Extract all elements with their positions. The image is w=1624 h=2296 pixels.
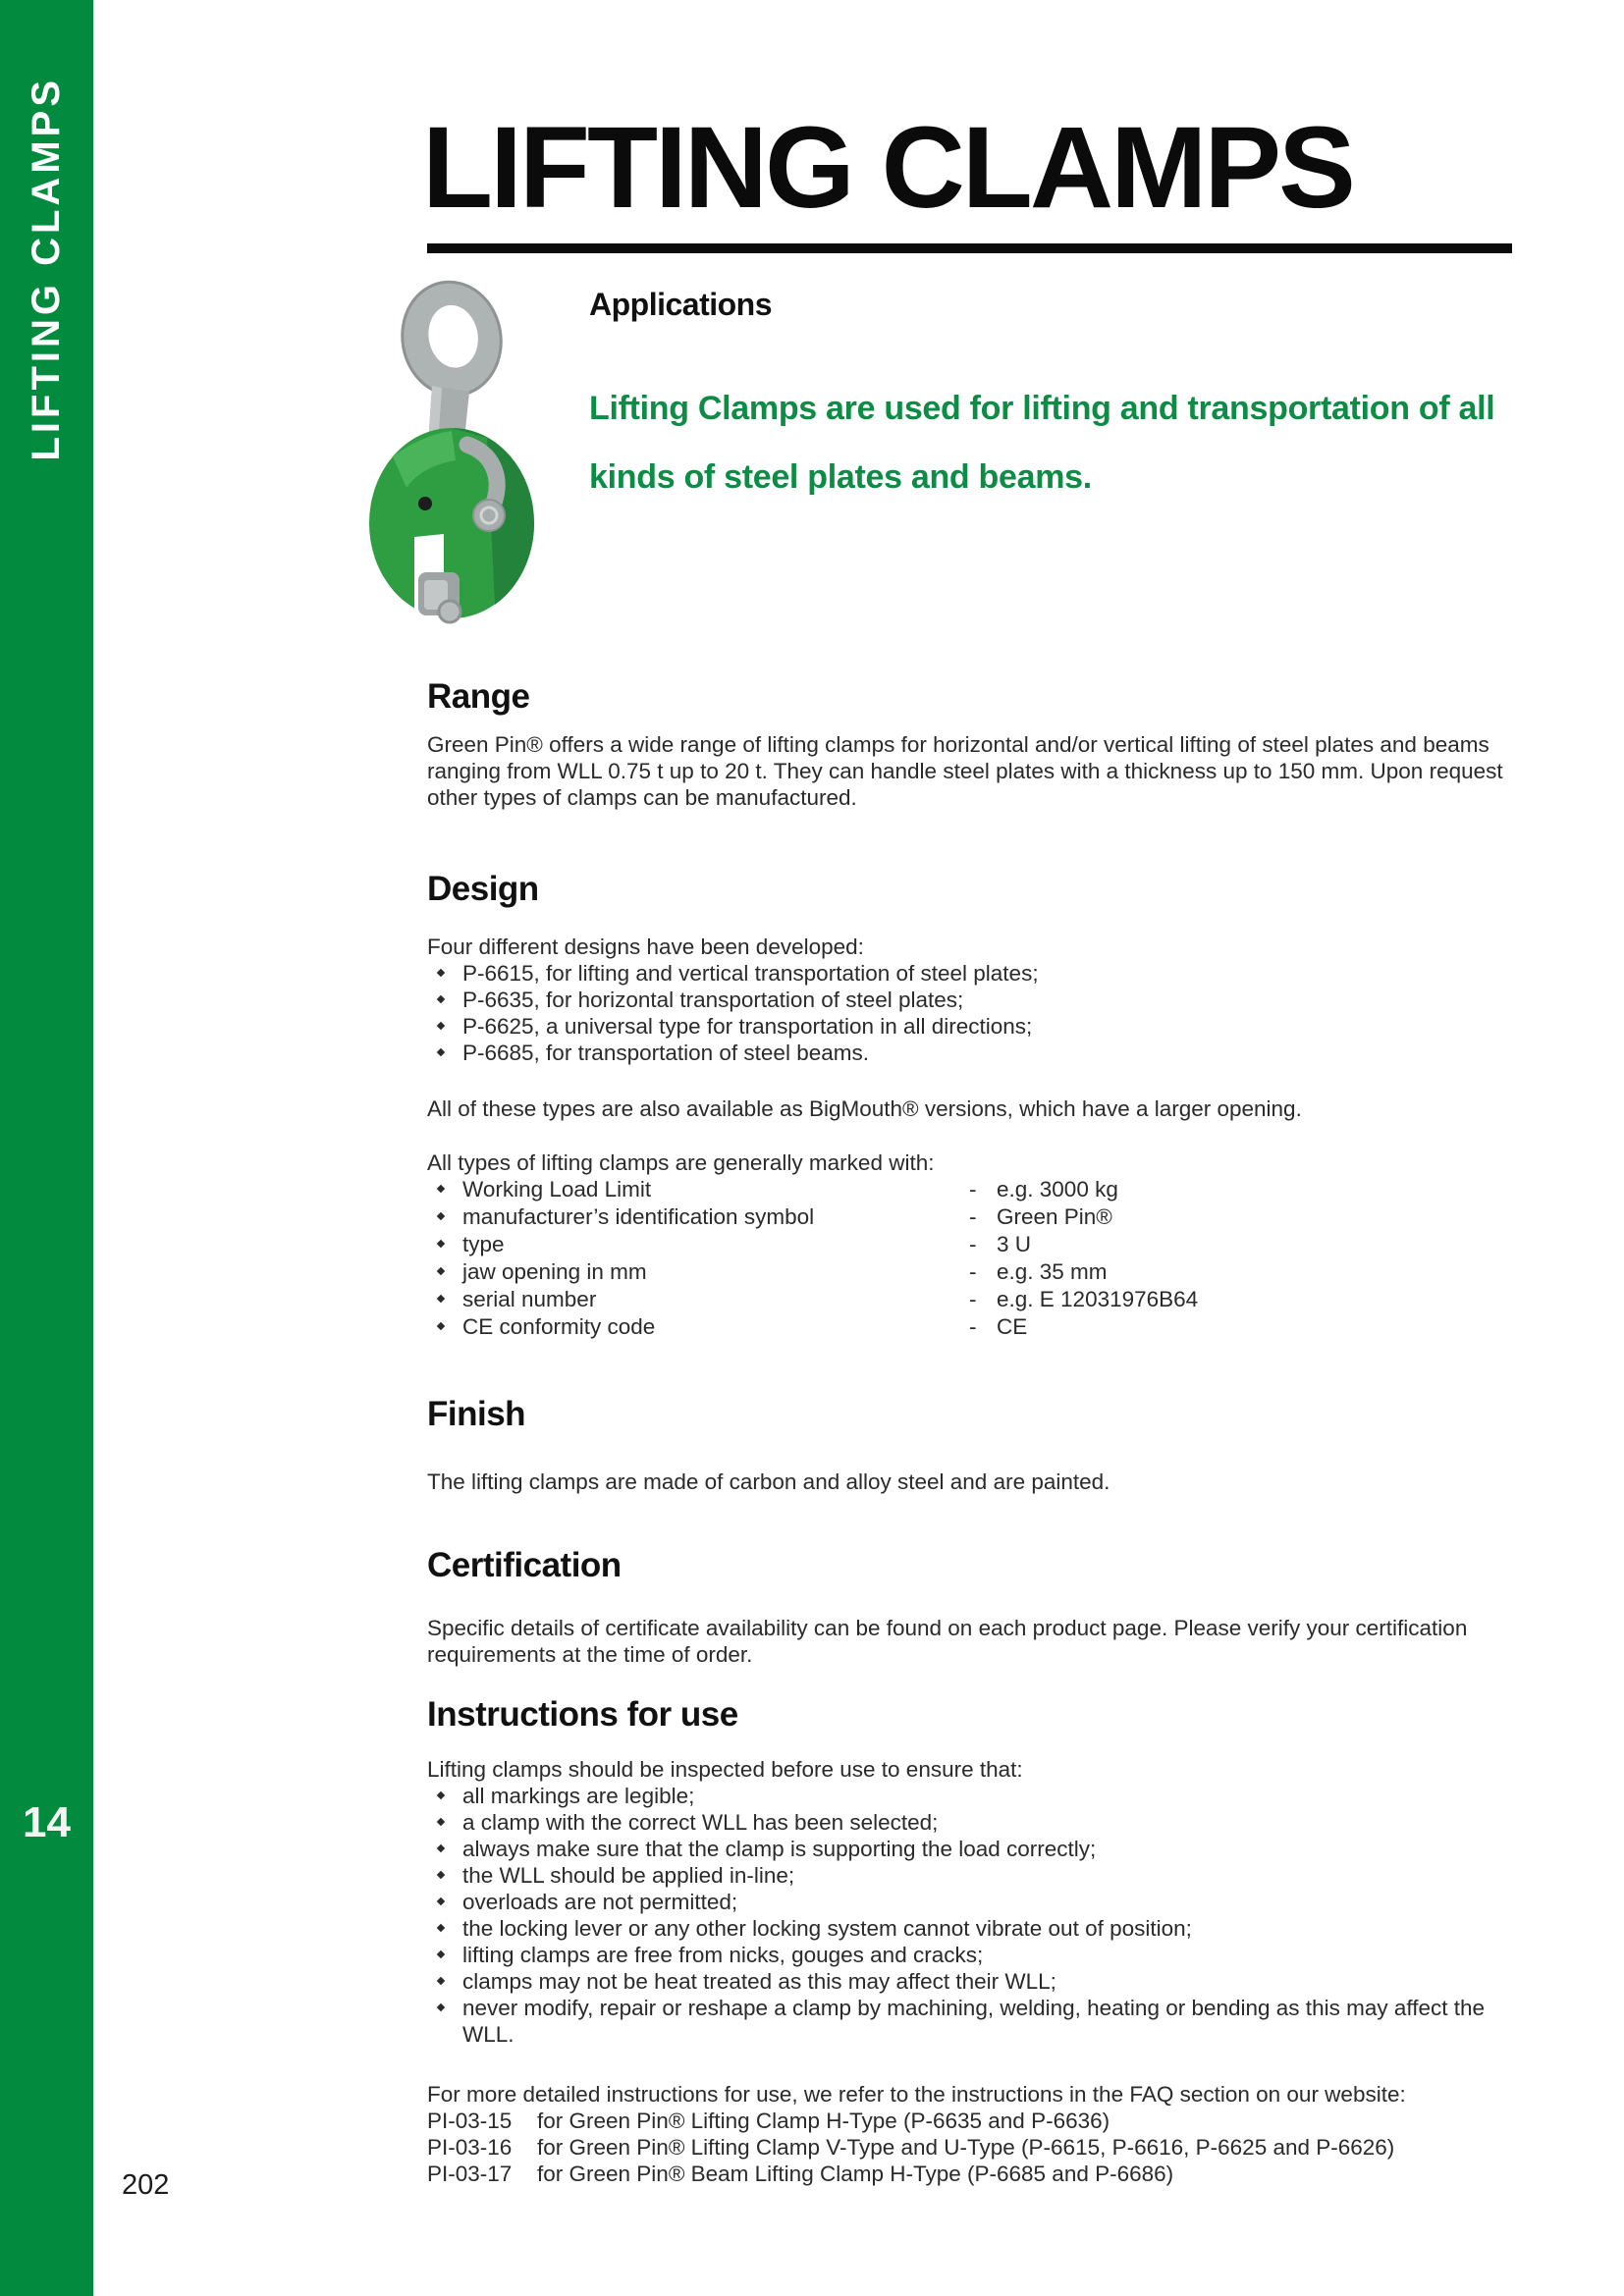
page-number: 202 xyxy=(122,2169,170,2201)
bullet-list-item xyxy=(427,1968,1507,1995)
faq-code: PI-03-16 xyxy=(427,2135,513,2160)
bullet-list-item xyxy=(427,1942,1507,1968)
bullet-list-item xyxy=(427,1013,1507,1040)
sidebar xyxy=(0,0,93,2296)
bigmouth-note: All of these types are also available as BigMouth® versions, which have a larger opening. xyxy=(427,1096,1302,1121)
bullet-item-text: P-6635, for horizontal transportation of steel plates; xyxy=(462,988,964,1012)
faq-reference-row xyxy=(427,2134,1507,2161)
bullet-item-text: P-6685, for transportation of steel beams. xyxy=(462,1041,869,1065)
markings-intro: All types of lifting clamps are generally marked with: xyxy=(427,1150,935,1175)
bullet-list-item xyxy=(427,987,1507,1013)
certification-heading: Certification xyxy=(427,1546,622,1584)
finish-section xyxy=(427,1395,1507,1495)
instructions-intro: Lifting clamps should be inspected before use to ensure that: xyxy=(427,1757,1023,1782)
faq-description: for Green Pin® Lifting Clamp V-Type and U-Type (P-6615, P-6616, P-6625 and P-6626) xyxy=(537,2135,1395,2160)
marking-label: manufacturer’s identification symbol xyxy=(462,1204,815,1229)
range-section xyxy=(427,677,1507,811)
finish-heading: Finish xyxy=(427,1395,526,1433)
bullet-list-item xyxy=(427,1836,1507,1862)
bullet-item-text: all markings are legible; xyxy=(462,1784,695,1808)
bullet-list-item xyxy=(427,960,1507,987)
markings-list xyxy=(427,1176,1507,1341)
design-type-list xyxy=(427,960,1507,1066)
sidebar-chapter-label: LIFTING CLAMPS xyxy=(25,77,68,461)
marking-value: e.g. 3000 kg xyxy=(997,1177,1118,1201)
lifting-clamp-illustration xyxy=(245,191,569,633)
marking-row xyxy=(427,1231,1507,1258)
marking-label: Working Load Limit xyxy=(462,1177,652,1201)
marking-value: e.g. 35 mm xyxy=(997,1259,1108,1284)
dash-separator: - xyxy=(969,1232,977,1256)
instructions-heading: Instructions for use xyxy=(427,1695,738,1734)
faq-note: For more detailed instructions for use, we refer to the instructions in the FAQ section on our website: xyxy=(427,2082,1406,2107)
bullet-item-text: P-6615, for lifting and vertical transportation of steel plates; xyxy=(462,961,1039,986)
marking-label: CE conformity code xyxy=(462,1314,656,1339)
instructions-list xyxy=(427,1783,1507,2048)
marking-row xyxy=(427,1286,1507,1313)
dash-separator: - xyxy=(969,1314,977,1339)
bullet-list-item xyxy=(427,1783,1507,1809)
bullet-item-text: P-6625, a universal type for transportation in all directions; xyxy=(462,1014,1033,1039)
marking-row xyxy=(427,1258,1507,1286)
marking-row xyxy=(427,1176,1507,1203)
dash-separator: - xyxy=(969,1177,977,1201)
marking-label: type xyxy=(462,1232,505,1256)
bullet-list-item xyxy=(427,1915,1507,1942)
bullet-item-text: lifting clamps are free from nicks, gouges and cracks; xyxy=(462,1943,984,1967)
faq-code: PI-03-17 xyxy=(427,2162,513,2186)
faq-description: for Green Pin® Beam Lifting Clamp H-Type (P-6685 and P-6686) xyxy=(537,2162,1174,2186)
bullet-item-text: the locking lever or any other locking system cannot vibrate out of position; xyxy=(462,1916,1192,1941)
faq-code: PI-03-15 xyxy=(427,2109,513,2133)
faq-description: for Green Pin® Lifting Clamp H-Type (P-6635 and P-6636) xyxy=(537,2109,1110,2133)
bullet-item-text: a clamp with the correct WLL has been selected; xyxy=(462,1810,939,1835)
faq-ref-list xyxy=(427,2108,1507,2187)
bullet-item-text: the WLL should be applied in-line; xyxy=(462,1863,795,1888)
bullet-item-text: clamps may not be heat treated as this may affect their WLL; xyxy=(462,1969,1056,1994)
faq-reference-row xyxy=(427,2108,1507,2134)
title-underline-rule xyxy=(427,243,1512,253)
marking-value: e.g. E 12031976B64 xyxy=(997,1287,1199,1311)
marking-value: Green Pin® xyxy=(997,1204,1112,1229)
marking-label: serial number xyxy=(462,1287,597,1311)
finish-body: The lifting clamps are made of carbon and alloy steel and are painted. xyxy=(427,1469,1110,1494)
sidebar-label-wrap xyxy=(0,77,93,461)
applications-heading: Applications xyxy=(589,287,773,322)
marking-label: jaw opening in mm xyxy=(462,1259,647,1284)
dash-separator: - xyxy=(969,1204,977,1229)
chapter-number: 14 xyxy=(23,1798,71,1846)
bullet-list-item xyxy=(427,1809,1507,1836)
bullet-list-item xyxy=(427,1040,1507,1066)
bullet-list-item xyxy=(427,1862,1507,1889)
certification-body: Specific details of certificate availability can be found on each product page. Please verify your certification requirements at the time of order. xyxy=(427,1616,1468,1667)
marking-row xyxy=(427,1203,1507,1231)
applications-section xyxy=(589,287,1571,511)
bullet-list-item xyxy=(427,1889,1507,1915)
lifting-clamp-photo xyxy=(245,191,569,633)
design-heading: Design xyxy=(427,870,539,908)
dash-separator: - xyxy=(969,1259,977,1284)
marking-value: 3 U xyxy=(997,1232,1032,1256)
dash-separator: - xyxy=(969,1287,977,1311)
certification-section xyxy=(427,1546,1507,1668)
marking-row xyxy=(427,1313,1507,1341)
bullet-item-text: always make sure that the clamp is supporting the load correctly; xyxy=(462,1837,1097,1861)
bullet-item-text: overloads are not permitted; xyxy=(462,1890,738,1914)
design-intro: Four different designs have been developed: xyxy=(427,934,864,959)
bullet-item-text: never modify, repair or reshape a clamp by machining, welding, heating or bending as this may affect the WLL. xyxy=(462,1996,1485,2047)
instructions-section xyxy=(427,1695,1507,2187)
applications-lead: Lifting Clamps are used for lifting and transportation of all kinds of steel plates and beams. xyxy=(589,390,1495,496)
range-heading: Range xyxy=(427,677,530,716)
marking-value: CE xyxy=(997,1314,1028,1339)
main-content xyxy=(427,677,1507,2187)
range-body: Green Pin® offers a wide range of lifting clamps for horizontal and/or vertical lifting of steel plates and beams ranging from WLL 0.75 t up to 20 t. They can handle steel plates with a thickness up to 150 mm. Upon request other types of clamps can be manufactured. xyxy=(427,732,1503,810)
page-title: LIFTING CLAMPS xyxy=(422,103,1353,233)
faq-reference-row xyxy=(427,2161,1507,2187)
bullet-list-item xyxy=(427,1995,1507,2048)
design-section xyxy=(427,870,1507,1341)
